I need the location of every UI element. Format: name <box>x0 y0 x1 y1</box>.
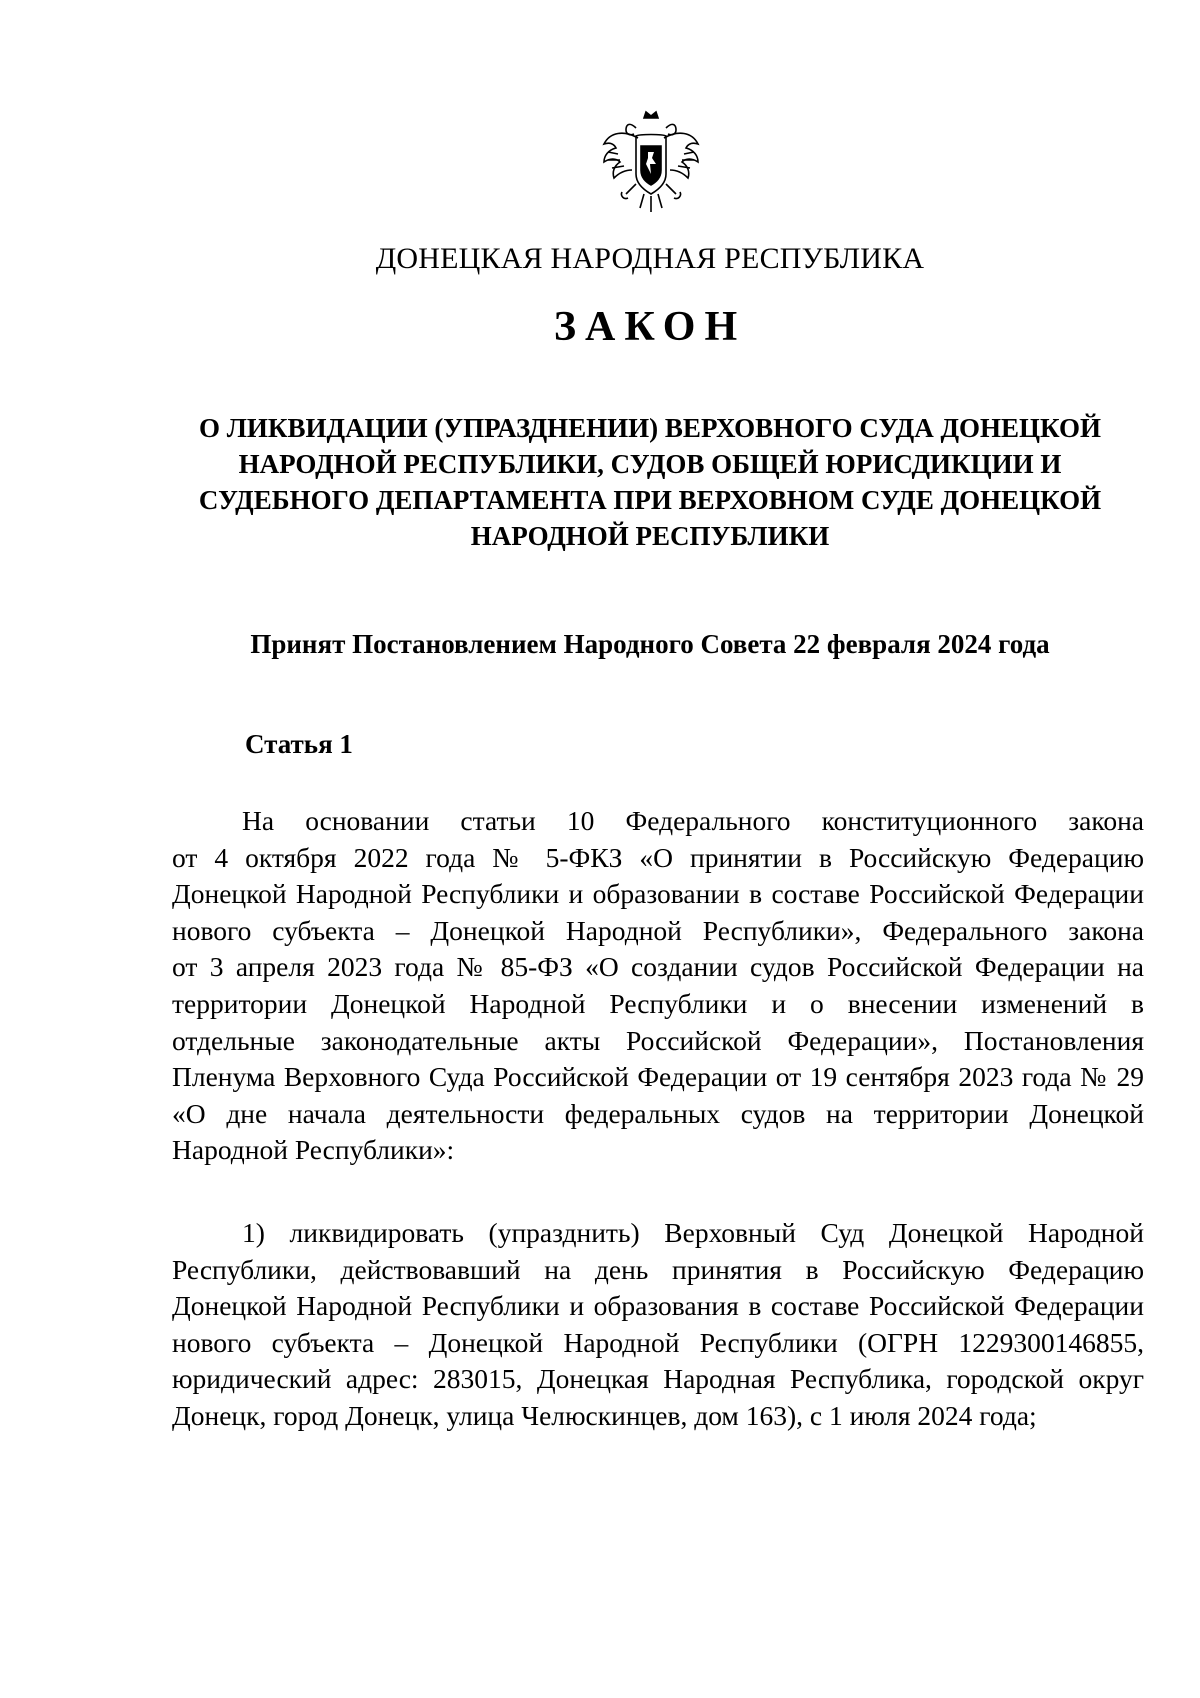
text-line: нового субъекта – Донецкой Народной Республики (ОГРН 1229300146855, <box>172 1326 1144 1358</box>
text-line: Донецкой Народной Республики и образовании в составе Российской Федерации <box>172 878 1144 910</box>
text-line: отдельные законодательные акты Российской Федерации», Постановления <box>172 1024 1144 1056</box>
text-line: территории Донецкой Народной Республики и о внесении изменений в <box>172 987 1144 1019</box>
article-heading: Статья 1 <box>245 729 353 759</box>
text-line: от 3 апреля 2023 года № 85-ФЗ «О создании судов Российской Федерации на <box>172 951 1144 983</box>
text-line: «О дне начала деятельности федеральных судов на территории Донецкой <box>172 1097 1144 1129</box>
text-line: от 4 октября 2022 года № 5-ФКЗ «О принятии в Российскую Федерацию <box>172 841 1144 873</box>
text-line: На основании статьи 10 Федерального конституционного закона <box>242 805 1144 836</box>
article-preamble <box>172 803 1144 1169</box>
article-item-1 <box>172 1215 1144 1435</box>
law-title-line: СУДЕБНОГО ДЕПАРТАМЕНТА ПРИ ВЕРХОВНОМ СУДЕ ДОНЕЦКОЙ <box>198 485 1102 515</box>
text-line: Республики, действовавший на день принятия в Российскую Федерацию <box>172 1253 1144 1285</box>
law-title-line: О ЛИКВИДАЦИИ (УПРАЗДНЕНИИ) ВЕРХОВНОГО СУДА ДОНЕЦКОЙ <box>199 413 1101 443</box>
law-title-line: НАРОДНОЙ РЕСПУБЛИКИ, СУДОВ ОБЩЕЙ ЮРИСДИКЦИИ И <box>238 449 1062 479</box>
text-line: Народной Республики»: <box>172 1134 455 1166</box>
text-line: Донецкой Народной Республики и образования в составе Российской Федерации <box>172 1290 1144 1322</box>
text-line: 1) ликвидировать (упразднить) Верховный Суд Донецкой Народной <box>242 1217 1144 1248</box>
text-line: юридический адрес: 283015, Донецкая Народная Республика, городской округ <box>172 1363 1144 1395</box>
document-type: ЗАКОН <box>553 304 747 350</box>
adoption-note: Принят Постановлением Народного Совета 22 февраля 2024 года <box>250 629 1050 659</box>
text-line: Донецк, город Донецк, улица Челюскинцев, дом 163), с 1 июля 2024 года; <box>172 1399 1037 1431</box>
text-line: нового субъекта – Донецкой Народной Республики», Федерального закона <box>172 914 1144 946</box>
law-title <box>170 410 1130 554</box>
law-title-line: НАРОДНОЙ РЕСПУБЛИКИ <box>470 521 830 551</box>
coat-of-arms-eagle-icon <box>596 108 706 218</box>
republic-name: ДОНЕЦКАЯ НАРОДНАЯ РЕСПУБЛИКА <box>375 242 925 275</box>
text-line: Пленума Верховного Суда Российской Федерации от 19 сентября 2023 года № 29 <box>172 1061 1144 1093</box>
